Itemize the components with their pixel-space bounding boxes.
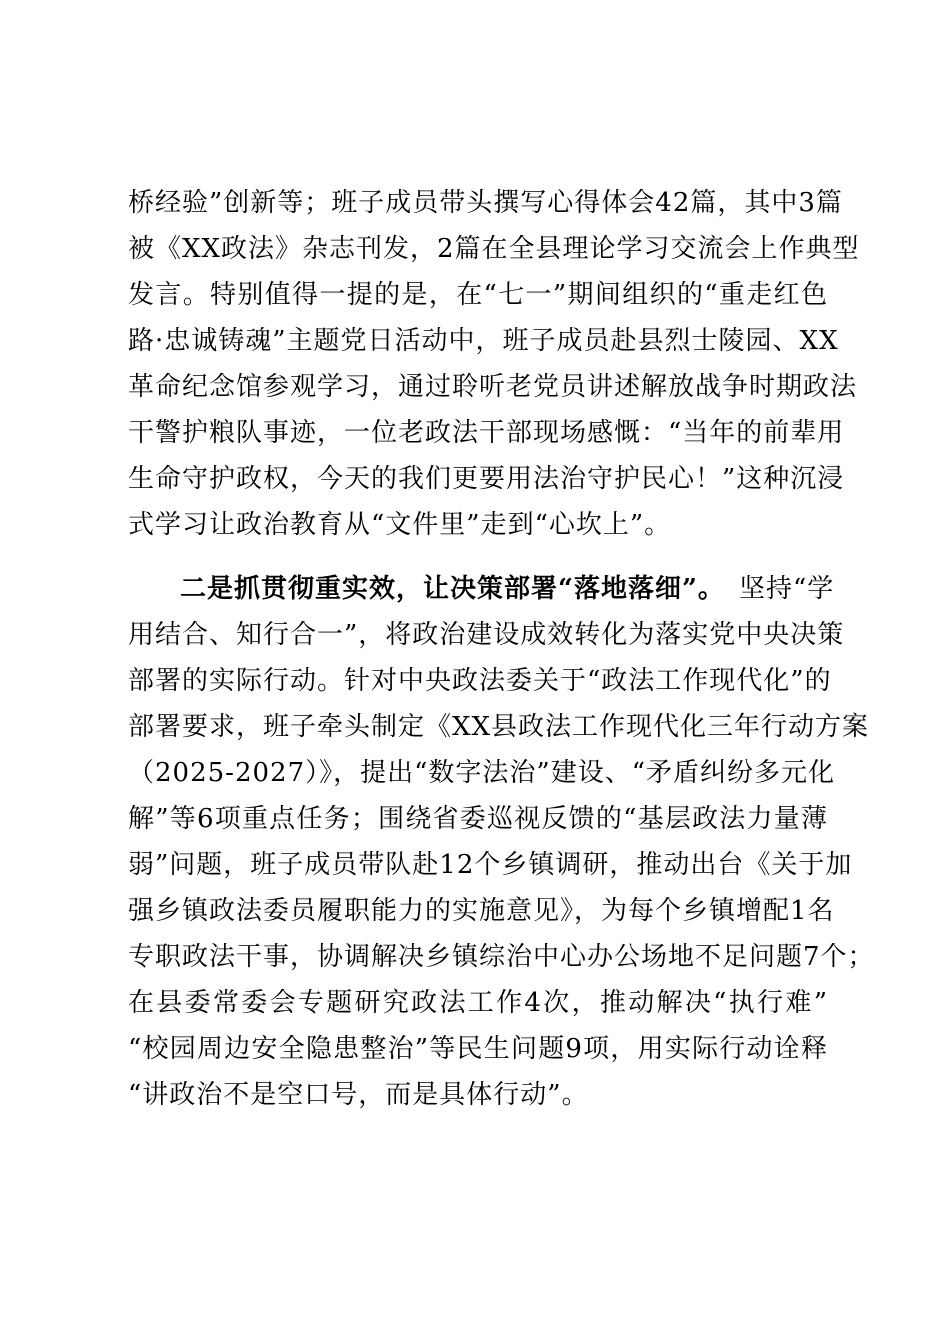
paragraph-line: “校园周边安全隐患整治”等民生问题9项，用实际行动诠释 [128,1034,828,1064]
paragraph-heading: 二是抓贯彻重实效，让决策部署“落地落细”。 [180,574,712,604]
paragraph-line: 在县委常委会专题研究政法工作4次，推动解决“执行难” [128,988,828,1018]
paragraph-first-line [128,566,835,612]
paragraph-line: 强乡镇政法委员履职能力的实施意见》，为每个乡镇增配1名 [128,896,835,926]
paragraph-line: 部署要求，班子牵头制定《XX县政法工作现代化三年行动方案 [128,712,870,742]
paragraph-1 [128,180,860,548]
document-body [128,180,875,1118]
paragraph-heading-rest: 坚持“学 [738,574,835,604]
paragraph-line: 桥经验”创新等；班子成员带头撰写心得体会42篇，其中3篇 [128,188,843,218]
paragraph-line: 革命纪念馆参观学习，通过聆听老党员讲述解放战争时期政法 [128,372,858,402]
paragraph-line: 式学习让政治教育从“文件里”走到“心坎上”。 [128,510,672,540]
paragraph-line: 生命守护政权，今天的我们更要用法治守护民心！”这种沉浸 [128,464,845,494]
paragraph-line: 部署的实际行动。针对中央政法委关于“政法工作现代化”的 [128,666,832,696]
paragraph-2 [128,566,875,1118]
paragraph-line: 专职政法干事，协调解决乡镇综治中心办公场地不足问题7个； [128,942,875,972]
paragraph-line: “讲政治不是空口号，而是具体行动”。 [128,1080,589,1110]
paragraph-line: 解”等6项重点任务；围绕省委巡视反馈的“基层政法力量薄 [128,804,828,834]
paragraph-line: 干警护粮队事迹，一位老政法干部现场感慨：“当年的前辈用 [128,418,845,448]
paragraph-line: 用结合、知行合一”，将政治建设成效转化为落实党中央决策 [128,620,845,650]
paragraph-line: （2025-2027）》，提出“数字法治”建设、“矛盾纠纷多元化 [128,758,835,788]
paragraph-line: 弱”问题，班子成员带队赴12个乡镇调研，推动出台《关于加 [128,850,853,880]
paragraph-line: 路·忠诚铸魂”主题党日活动中，班子成员赴县烈士陵园、XX [128,326,839,356]
paragraph-line: 发言。特别值得一提的是，在“七一”期间组织的“重走红色 [128,280,828,310]
paragraph-line: 被《XX政法》杂志刊发，2篇在全县理论学习交流会上作典型 [128,234,860,264]
paragraph-spacer [128,548,828,566]
